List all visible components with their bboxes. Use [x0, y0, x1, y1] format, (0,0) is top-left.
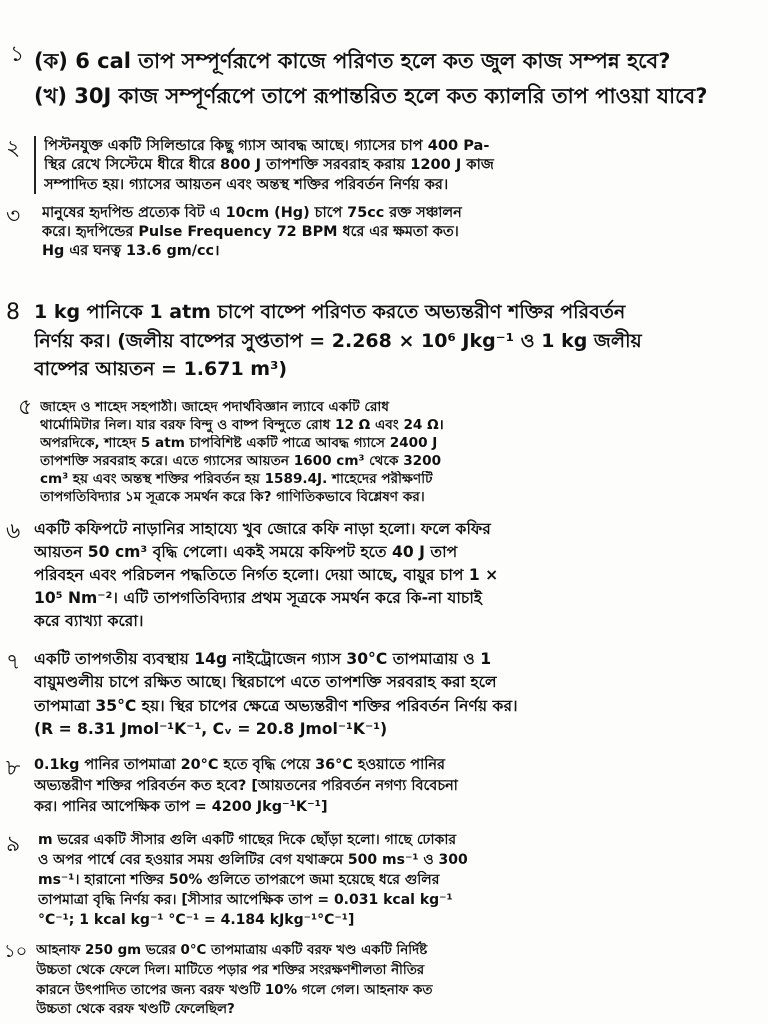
- question-4: [0, 298, 768, 384]
- question-line: করে ব্যাখ্যা করো।: [34, 612, 144, 631]
- question-number: ৬: [6, 519, 21, 544]
- question-line: একটি তাপগতীয় ব্যবস্থায় 14g নাইট্রোজেন গ্যাস 30°C তাপমাত্রায় ও 1: [34, 650, 492, 668]
- question-line: কর। পানির আপেক্ষিক তাপ = 4200 Jkg⁻¹K⁻¹]: [34, 798, 328, 815]
- question-line: Hg এর ঘনত্ব 13.6 gm/cc।: [42, 243, 220, 260]
- question-line: পিস্টনযুক্ত একটি সিলিন্ডারে কিছু গ্যাস আবদ্ধ আছে। গ্যাসের চাপ 400 Pa-: [44, 137, 490, 154]
- question-line: স্থির রেখে সিস্টেমে ধীরে ধীরে 800 J তাপশক্তি সরবরাহ করায় 1200 J কাজ: [44, 156, 494, 174]
- question-line: অপরদিকে, শাহেদ 5 atm চাপবিশিষ্ট একটি পাত্রে আবদ্ধ গ্যাসে 2400 J: [40, 434, 438, 451]
- question-line: 1 kg পানিকে 1 atm চাপে বাষ্পে পরিণত করতে অভ্যন্তরীণ শক্তির পরিবর্তন: [34, 301, 626, 323]
- question-line: m ভরের একটি সীসার গুলি একটি গাছের দিকে ছোঁড়া হলো। গাছে ঢোকার: [38, 832, 457, 848]
- question-number: ৫: [18, 395, 33, 420]
- question-line: তাপশক্তি সরবরাহ করে। এতে গ্যাসের আয়তন 1600 cm³ থেকে 3200: [40, 452, 442, 469]
- question-line: বাষ্পের আয়তন = 1.671 m³): [34, 358, 288, 380]
- question-9: [0, 831, 768, 930]
- question-line: পরিবহন এবং পরিচলন পদ্ধতিতে নির্গত হলো। দেয়া আছে, বায়ুর চাপ 1 ×: [34, 566, 499, 585]
- question-line: নির্ণয় কর। (জলীয় বাষ্পের সুপ্ততাপ = 2.268 × 10⁶ Jkg⁻¹ ও 1 kg জলীয়: [34, 329, 642, 352]
- question-3: [0, 204, 768, 261]
- question-number: ৭: [6, 650, 21, 675]
- question-line: উচ্চতা থেকে বরফ খণ্ডটি ফেলেছিল?: [36, 1002, 235, 1018]
- question-line: (R = 8.31 Jmol⁻¹K⁻¹, Cᵥ = 20.8 Jmol⁻¹K⁻¹): [34, 720, 388, 739]
- question-line: আহনাফ 250 gm ভরের 0°C তাপমাত্রায় একটি বরফ খণ্ড একটি নির্দিষ্ট: [36, 943, 428, 958]
- question-number: ২: [6, 136, 21, 161]
- question-line: জাহেদ ও শাহেদ সহপাঠী। জাহেদ পদার্থবিজ্ঞান ল্যাবে একটি রোধ: [40, 399, 389, 415]
- question-line: অভ্যন্তরীণ শক্তির পরিবর্তন কত হবে? [আয়তনের পরিবর্তন নগণ্য বিবেচনা: [34, 777, 458, 794]
- question-1: [0, 44, 768, 113]
- question-line: একটি কফিপটে নাড়ানির সাহায্যে খুব জোরে কফি নাড়া হলো। ফলে কফির: [34, 520, 491, 538]
- question-line: ও অপর পার্শ্বে বের হওয়ার সময় গুলিটির বেগ যথাক্রমে 500 ms⁻¹ ও 300: [38, 851, 468, 868]
- question-line: তাপমাত্রা 35°C হয়। স্থির চাপের ক্ষেত্রে অভ্যন্তরীণ শক্তির পরিবর্তন নির্ণয় কর।: [34, 696, 518, 715]
- question-7: [0, 648, 768, 742]
- question-2: [6, 136, 758, 194]
- question-number: ৯: [6, 832, 21, 857]
- question-6: [0, 518, 768, 633]
- question-line: সম্পাদিত হয়। গ্যাসের আয়তন এবং অন্তস্থ শক্তির পরিবর্তন নির্ণয় কর।: [44, 175, 449, 193]
- question-5: [0, 395, 768, 507]
- question-10: [0, 941, 768, 1020]
- question-line: করে। হৃদপিন্ডের Pulse Frequency 72 BPM ধরে এর ক্ষমতা কত।: [42, 224, 459, 241]
- question-line: (ক) 6 cal তাপ সম্পূর্ণরূপে কাজে পরিণত হলে কত জুল কাজ সম্পন্ন হবে?: [34, 49, 671, 73]
- question-line: থার্মোমিটার নিল। যার বরফ বিন্দু ও বাষ্প বিন্দুতে রোধ 12 Ω এবং 24 Ω।: [40, 416, 444, 433]
- question-number: ৩: [6, 204, 21, 229]
- question-line: ms⁻¹। হারানো শক্তির 50% গুলিতে তাপরূপে জমা হয়েছে ধরে গুলির: [38, 871, 440, 888]
- question-line: 10⁵ Nm⁻²। এটি তাপগতিবিদ্যার প্রথম সূত্রকে সমর্থন করে কি-না যাচাই: [34, 589, 482, 608]
- question-line: কারনে উৎপাদিত তাপের জন্য বরফ খণ্ডটি 10% গলে গেল। আহনাফ কত: [36, 982, 433, 998]
- question-line: উচ্চতা থেকে ফেলে দিল। মাটিতে পড়ার পর শক্তির সংরক্ষণশীলতা নীতির: [36, 962, 425, 978]
- question-line: আয়তন 50 cm³ বৃদ্ধি পেলো। একই সময়ে কফিপট হতে 40 J তাপ: [34, 543, 458, 562]
- question-line: cm³ হয় এবং অন্তস্থ শক্তির পরিবর্তন হয় 1589.4J. শাহেদের পরীক্ষণটি: [40, 470, 433, 487]
- question-line: মানুষের হৃদপিন্ড প্রত্যেক বিট এ 10cm (Hg) চাপে 75cc রক্ত সঞ্চালন: [42, 205, 462, 221]
- question-line: 0.1kg পানির তাপমাত্রা 20°C হতে বৃদ্ধি পেয়ে 36°C হওয়াতে পানির: [34, 757, 445, 773]
- question-line: তাপগতিবিদ্যার ১ম সূত্রকে সমর্থন করে কি? গাণিতিকভাবে বিশ্লেষণ কর।: [40, 488, 425, 505]
- question-line: বায়ুমণ্ডলীয় চাপে রক্ষিত আছে। স্থিরচাপে এতে তাপশক্তি সরবরাহ করা হলে: [34, 673, 497, 692]
- question-line: (খ) 30J কাজ সম্পূর্ণরূপে তাপে রূপান্তরিত হলে কত ক্যালরি তাপ পাওয়া যাবে?: [34, 83, 708, 108]
- question-8: [0, 755, 768, 818]
- question-number: ৮: [6, 756, 21, 781]
- question-line: °C⁻¹; 1 kcal kg⁻¹ °C⁻¹ = 4.184 kJkg⁻¹°C⁻¹]: [38, 911, 355, 928]
- question-number: ১০: [4, 941, 28, 962]
- question-number: 8: [6, 300, 20, 325]
- question-number: ১: [10, 42, 25, 67]
- question-line: তাপমাত্রা বৃদ্ধি নির্ণয় কর। [সীসার আপেক্ষিক তাপ = 0.031 kcal kg⁻¹: [38, 891, 453, 908]
